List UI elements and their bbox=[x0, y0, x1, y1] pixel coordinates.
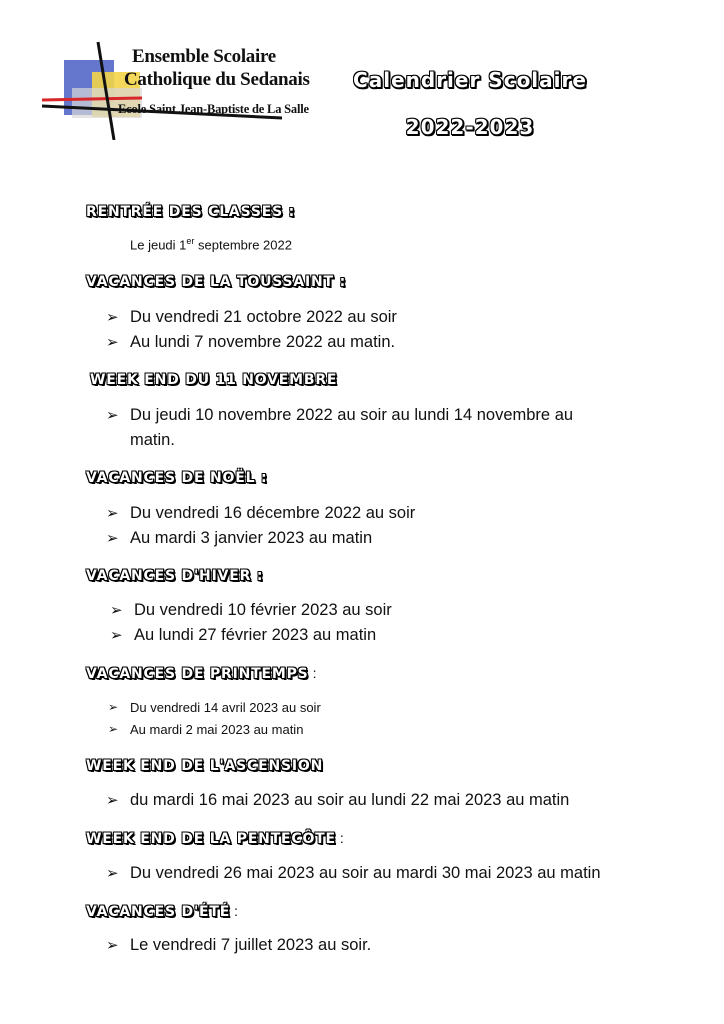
list-item: Au mardi 2 mai 2023 au matin bbox=[130, 722, 304, 737]
logo-line-2: Catholique du Sedanais bbox=[124, 69, 310, 90]
bullet-icon: ➢ bbox=[106, 529, 119, 547]
page-title: Calendrier Scolaire bbox=[353, 68, 587, 92]
list-item: Au lundi 7 novembre 2022 au matin. bbox=[130, 333, 396, 351]
heading-toussaint: VACANCES DE LA TOUSSAINT : bbox=[86, 274, 346, 290]
list-item: Du jeudi 10 novembre 2022 au soir au lundi 14 novembre au bbox=[130, 406, 574, 424]
list-item: Du vendredi 14 avril 2023 au soir bbox=[130, 700, 321, 715]
logo-line-3: Ecole Saint Jean-Baptiste de La Salle bbox=[118, 102, 309, 116]
bullet-icon: ➢ bbox=[106, 504, 119, 522]
bullet-icon: ➢ bbox=[106, 333, 119, 351]
heading-pentecote: WEEK END DE LA PENTECÔTE : bbox=[86, 830, 345, 847]
list-item-continuation: matin. bbox=[130, 431, 175, 449]
heading-printemps: VACANCES DE PRINTEMPS : bbox=[86, 665, 318, 682]
bullet-icon: ➢ bbox=[106, 936, 119, 954]
heading-rentree: RENTRÉE DES CLASSES : bbox=[86, 204, 296, 220]
list-item: Du vendredi 16 décembre 2022 au soir bbox=[130, 504, 416, 522]
bullet-icon: ➢ bbox=[106, 864, 119, 882]
list-item: Le vendredi 7 juillet 2023 au soir. bbox=[130, 936, 372, 954]
heading-ete: VACANCES D'ÉTÉ : bbox=[86, 903, 239, 920]
list-item: Du vendredi 26 mai 2023 au soir au mardi 30 mai 2023 au matin bbox=[130, 864, 601, 882]
heading-ascension: WEEK END DE L'ASCENSION bbox=[86, 758, 324, 774]
list-item: Du vendredi 21 octobre 2022 au soir bbox=[130, 308, 397, 326]
bullet-icon: ➢ bbox=[108, 700, 119, 714]
heading-hiver: VACANCES D'HIVER : bbox=[86, 568, 264, 584]
heading-noel: VACANCES DE NOËL : bbox=[86, 470, 268, 486]
list-item: du mardi 16 mai 2023 au soir au lundi 22 mai 2023 au matin bbox=[130, 791, 570, 809]
bullet-icon: ➢ bbox=[110, 626, 123, 644]
list-item: Au mardi 3 janvier 2023 au matin bbox=[130, 529, 373, 547]
list-item: Du vendredi 10 février 2023 au soir bbox=[134, 601, 392, 619]
rentree-date: Le jeudi 1er septembre 2022 bbox=[130, 236, 292, 253]
heading-11-novembre: WEEK END DU 11 NOVEMBRE bbox=[90, 372, 338, 388]
logo-line-1: Ensemble Scolaire bbox=[132, 46, 276, 67]
bullet-icon: ➢ bbox=[106, 791, 119, 809]
page-subtitle-year: 2022-2023 bbox=[405, 115, 535, 139]
bullet-icon: ➢ bbox=[110, 601, 123, 619]
school-logo bbox=[42, 40, 310, 140]
list-item: Au lundi 27 février 2023 au matin bbox=[134, 626, 377, 644]
bullet-icon: ➢ bbox=[108, 722, 119, 736]
bullet-icon: ➢ bbox=[106, 308, 119, 326]
bullet-icon: ➢ bbox=[106, 406, 119, 424]
